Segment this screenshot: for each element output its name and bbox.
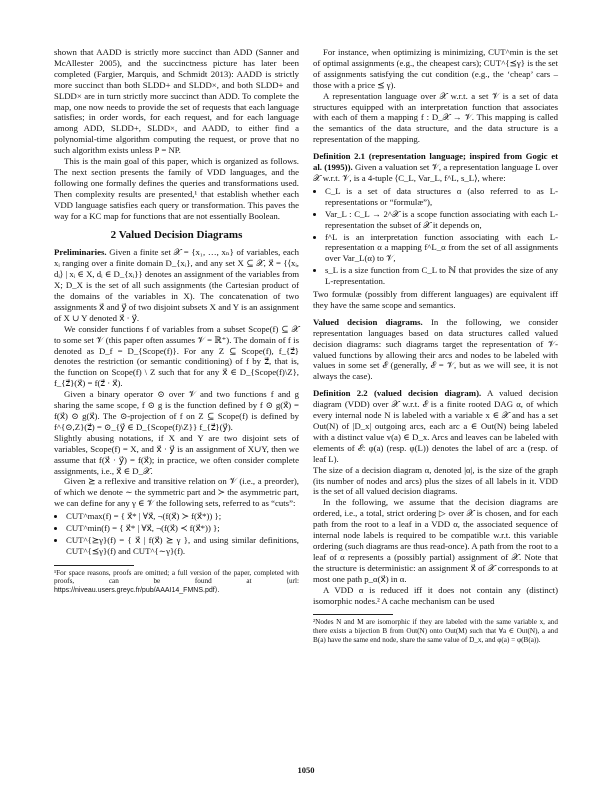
definition-2-1: [313, 151, 558, 184]
right-paragraph-1: For instance, when optimizing is minimizing, CUT^min is the set of optimal assignments (e.g., the cheapest cars); CUT^{⪯γ} is the set of assignments satisfying the cut condition (e.g., the ‘cheap’ cars – those with a price ⪯ γ).: [313, 47, 558, 90]
section-title: 2 Valued Decision Diagrams: [110, 228, 243, 241]
footnote-rule: [313, 614, 393, 615]
definition-item-var: • Var_L : C_L → 2^𝒳 is a scope function associating with each L-representation the subset of 𝒳 it depends on,: [325, 209, 558, 231]
vdd-text: In the following, we consider representation languages based on data structures called valued decision diagrams: such diagrams target the representation of 𝒱-valued functions by allowing their arcs and nodes to be labeled with values in some set ℰ (generally, ℰ = 𝒱, but as we will see, it is not always the case).: [313, 316, 558, 382]
definition-2-2: [313, 388, 558, 464]
left-paragraph-6: Slightly abusing notations, if X and Y are two disjoint sets of variables, Scope(f) = X, and x⃗ · y⃗ is an assignment of X∪Y, then we assume that f(x⃗ · y⃗) = f(x⃗); in practice, we often consider complete assignments, i.e., x⃗ ∈ D_𝒳.: [54, 432, 299, 476]
right-paragraph-5: The size of a decision diagram α, denoted |α|, is the size of the graph (its number of nodes and arcs) plus the sizes of all labels in it. VDD is the set of all valued decision diagrams.: [313, 464, 558, 497]
preliminaries-text: Given a finite set 𝒳 = {x₁, …, xₙ} of variables, each xᵢ ranging over a finite domain D_{xᵢ}, and any set X ⊆ 𝒳, x⃗ = {⟨xᵢ, dᵢ⟩ | xᵢ ∈ X, dᵢ ∈ D_{xᵢ}} denotes an assignment of the variables from X; D_X is the set of all such assignments (the Cartesian product of the domains of the variables in X). The concatenation of two assignments x⃗ and y⃗ of two disjoint subsets X and Y is an assignment of X ∪ Y denoted x⃗ · y⃗.: [54, 247, 300, 323]
vdd-heading: Valued decision diagrams.: [313, 316, 423, 327]
footnote-2: ²Nodes N and M are isomorphic if they are labeled with the same variable x, and there exists a bijection B from Out(N) onto Out(M) such that ∀a ∈ Out(N), a and B(a) have the same end node, share the same value of D_x, and φ(a) = φ(B(a)).: [313, 618, 558, 644]
right-paragraph-2: A representation language over 𝒳 w.r.t. a set 𝒱 is a set of data structures equipped with an interpretation function that associates with each of them a mapping f : D_𝒳 → 𝒱. This mapping is called the semantics of the data structure, and the data structure is a representation of the mapping.: [313, 90, 558, 145]
cut-gamma-item: • CUT^{⪰γ}(f) = { x⃗ | f(x⃗) ⪰ γ }, and using similar definitions, CUT^{⪯γ}(f) and CUT^{∼γ}(f).: [66, 535, 299, 557]
definition-item-fl: • f^L is an interpretation function associating with each L-representation α a mapping f^L_α from the set of all assignments over Var_L(α) to 𝒱,: [325, 232, 558, 265]
preliminaries-heading: Preliminaries.: [54, 247, 107, 258]
page-number: 1050: [297, 765, 315, 775]
definition-2-2-heading: Definition 2.2 (valued decision diagram).: [313, 388, 482, 399]
footnote-1-url[interactable]: https://niveau.users.greyc.fr/pub/AAAI14_FMNS.pdf: [54, 586, 215, 594]
definition-item-cl: • C_L is a set of data structures α (also referred to as L-representations or “formulæ”),: [325, 186, 558, 208]
left-paragraph-1: shown that AADD is strictly more succinct than ADD (Sanner and McAllester 2005), and the succinctness picture has later been completed (Fargier, Marquis, and Schmidt 2013): AADD is strictly more succinct than both SLDD+ and SLDD×, and both SLDD+ and SLDD× are in turn strictly more succinct than ADD. To complete the map, one now needs to provide the set of requests that each language satisfies; in order words, for each request, and for each language among ADD, SLDD+, SLDD×, and AADD, to either find a polynomial-time algorithm computing the request, or prove that no such algorithm exists unless P = NP.: [54, 47, 299, 156]
footnote-rule: [54, 565, 134, 566]
definition-2-2-text: A valued decision diagram (VDD) over 𝒳 w.r.t. ℰ is a finite rooted DAG α, of which every internal node N is labeled with a variable x ∈ 𝒳 and has a set Out(N) of |D_x| outgoing arcs, each arc a ∈ Out(N) being labeled with a distinct value v(a) ∈ D_x. Arcs and leaves can be labeled with elements of ℰ: φ(a) (resp. φ(L)) denotes the label of arc a (resp. of leaf L).: [313, 388, 558, 464]
right-paragraph-6: In the following, we assume that the decision diagrams are ordered, i.e., a total, strict ordering ▷ over 𝒳 is chosen, and for each path from the root to a leaf in a VDD α, the associated sequence of internal node labels is required to be compatible w.r.t. this variable ordering (such diagrams are thus read-once). A path from the root to a leaf of α represents a (possibly partial) assignment of 𝒳. Note that the structure is deterministic: an assignment x⃗ of 𝒳 corresponds to at most one path p_α(x⃗) in α.: [313, 497, 558, 584]
cut-max-item: • CUT^max(f) = { x⃗* | ∀x⃗, ¬(f(x⃗) ≻ f(x⃗*)) };: [66, 511, 299, 522]
left-paragraph-5: Given a binary operator ⊙ over 𝒱 and two functions f and g sharing the same scope, f ⊙ g is the function defined by f ⊙ g(x⃗) = f(x⃗) ⊙ g(x⃗). The ⊙-projection of f on Z ⊆ Scope(f) is defined by f^{⊙,Z}(z⃗) = ⊙_{y⃗ ∈ D_{Scope(f)\Z}} f_{z⃗}(y⃗).: [54, 389, 299, 432]
definition-2-1-list: [313, 186, 558, 287]
footnote-1-text: ¹For space reasons, proofs are omitted; a full version of the paper, completed with proofs, can be found at ⟨url:: [54, 568, 299, 586]
right-paragraph-3: Two formulæ (possibly from different languages) are equivalent iff they have the same scope and semantics.: [313, 289, 558, 310]
definition-2-1-heading: Definition 2.1 (representation language; inspired from Gogic et al. (1995)).: [313, 151, 558, 173]
preliminaries-paragraph: [54, 247, 299, 323]
footnote-1-end: ⟩.: [214, 585, 220, 594]
left-paragraph-4: We consider functions f of variables from a subset Scope(f) ⊆ 𝒳 to some set 𝒱 (this paper often assumes 𝒱 = ℝ⁺). The domain of f is denoted as D_f = D_{Scope(f)}. For any Z ⊆ Scope(f), f_{z⃗} denotes the restriction (or semantic conditioning) of f by z⃗, that is, the function on Scope(f) \ Z such that for any x⃗ ∈ D_{Scope(f)\Z}, f_{z⃗}(x⃗) = f(z⃗ · x⃗).: [54, 323, 299, 389]
footnote-1: [54, 569, 299, 596]
cut-min-item: • CUT^min(f) = { x⃗* | ∀x⃗, ¬(f(x⃗) ≺ f(x⃗*)) };: [66, 523, 299, 534]
definition-2-1-text: Given a valuation set 𝒱, a representation language L over 𝒳 w.r.t. 𝒱, is a 4-tuple ⟨C_L, Var_L, f^L, s_L⟩, where:: [313, 162, 559, 183]
definition-item-sl: • s_L is a size function from C_L to ℕ that provides the size of any L-representation.: [325, 265, 558, 287]
right-column: [313, 47, 558, 644]
cuts-list: [54, 511, 299, 557]
right-paragraph-7: A VDD α is reduced iff it does not contain any (distinct) isomorphic nodes.² A cache mechanism can be used: [313, 584, 558, 606]
left-column: [54, 47, 299, 596]
vdd-paragraph: [313, 317, 558, 382]
left-paragraph-2: This is the main goal of this paper, which is organized as follows. The next section presents the family of VDD languages, and the following one formally defines the queries and transformations used. Then complexity results are presented,¹ that establish whether each VDD language satisfies each query or transformation. This paves the way for a KC map for functions that are not essentially Boolean.: [54, 156, 299, 221]
left-paragraph-7: Given ⪰ a reflexive and transitive relation on 𝒱 (i.e., a preorder), of which we denote ∼ the symmetric part and ≻ the asymmetric part, we can define for any γ ∈ 𝒱 the following sets, referred to as “cuts”:: [54, 476, 299, 509]
